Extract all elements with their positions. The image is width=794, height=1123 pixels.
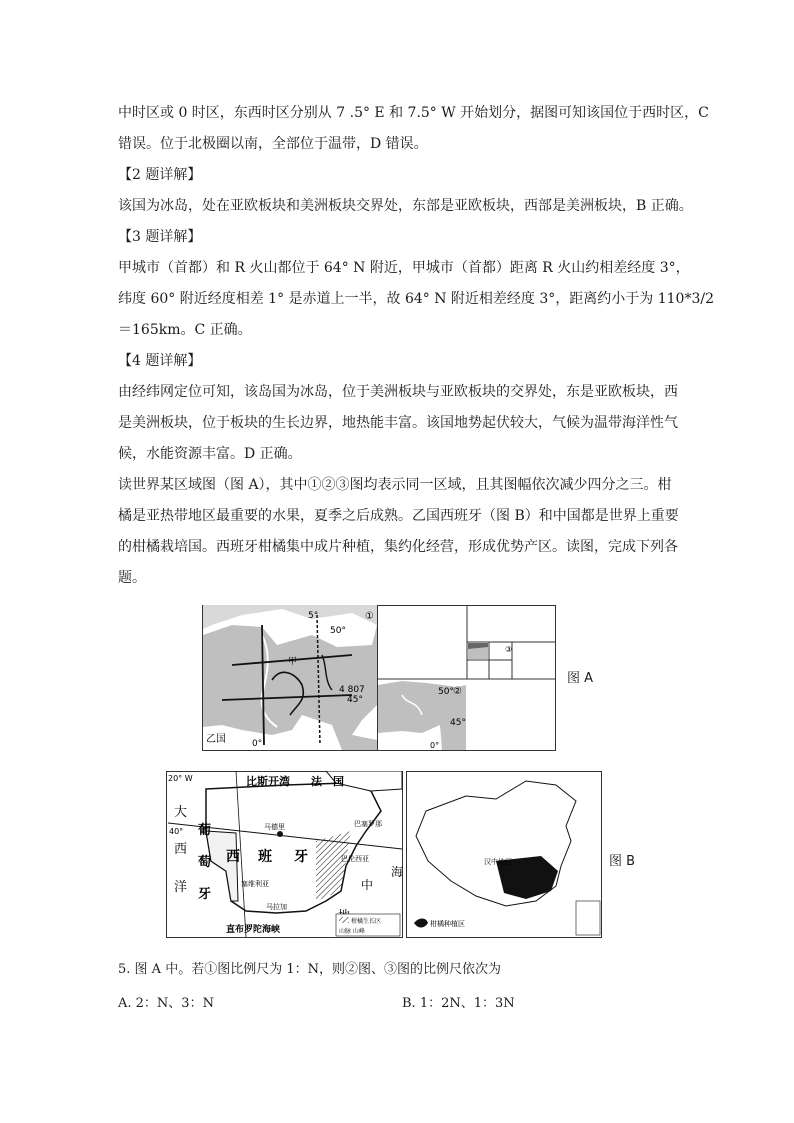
lon-5-label: 5° (308, 611, 319, 621)
panel-2-marker: ② (453, 686, 462, 697)
section-heading: 【3 题详解】 (118, 229, 202, 245)
text-line: 题。 (118, 570, 146, 586)
text-line: 该国为冰岛，处在亚欧板块和美洲板块交界处，东部是亚欧板块，西部是美洲板块，B 正确。 (118, 198, 693, 214)
elevation-label: 4 807 (339, 685, 365, 695)
legend-mountain: 山脉 山峰 (339, 928, 365, 935)
body-text (118, 98, 714, 594)
country-yi: 乙国 (206, 734, 226, 745)
atlantic-1: 大 (174, 805, 188, 820)
madrid-label: 马德里 (264, 823, 285, 831)
figure-b-label: 图 B (609, 854, 636, 869)
panel-3-marker: ③ (505, 645, 513, 654)
portugal-3: 牙 (198, 887, 212, 902)
lat-45-label: 45° (347, 695, 363, 705)
panel-1-marker: ① (365, 611, 374, 622)
text-line: 的柑橘栽培国。西班牙柑橘集中成片种植，集约化经营，形成优势产区。读图，完成下列各 (118, 539, 678, 555)
china-legend-label: 柑橘种植区 (430, 920, 465, 928)
lon-0-label: 0° (252, 739, 263, 749)
med-2: 海 (391, 865, 404, 879)
section-heading: 【4 题详解】 (118, 353, 202, 369)
text-line: 是美洲板块，位于板块的生长边界，地热能丰富。该国地势起伏较大，气候为温带海洋性气 (118, 415, 678, 431)
lat-40-label: 40° (169, 827, 184, 836)
text-line: 由经纬网定位可知，该岛国为冰岛，位于美洲板块与亚欧板块的交界处，东是亚欧板块，西 (118, 384, 678, 400)
section-heading: 【2 题详解】 (118, 167, 202, 183)
spain-3: 牙 (294, 849, 308, 865)
legend-citrus: 柑橘生长区 (351, 918, 382, 925)
figure-a-map (202, 605, 557, 751)
small-lat-50: 50° (438, 687, 454, 697)
atlantic-3: 洋 (174, 880, 188, 895)
malaga-label: 马拉加 (266, 903, 287, 911)
valencia-label: 巴伦西亚 (341, 855, 369, 863)
lon-20w-label: 20° W (168, 774, 193, 783)
small-lat-45: 45° (450, 718, 466, 728)
figure-a-label: 图 A (567, 671, 594, 686)
small-lon-0: 0° (430, 741, 440, 750)
strait-label: 直布罗陀海峡 (226, 925, 281, 935)
lat-50-label: 50° (330, 626, 346, 636)
spain-1: 西 (226, 849, 240, 865)
barcelona-label: 巴塞罗那 (354, 820, 382, 828)
text-line: 甲城市（首都）和 R 火山都位于 64° N 附近，甲城市（首都）距离 R 火山约相差经度 3°， (118, 260, 690, 276)
france-label: 法 国 (311, 775, 344, 788)
text-line: 候，水能资源丰富。D 正确。 (118, 446, 302, 462)
portugal-1: 葡 (198, 823, 212, 838)
option-b[interactable]: B. 1：2N、1：3N (402, 996, 515, 1011)
text-line: 错误。位于北极圈以南，全部位于温带，D 错误。 (118, 136, 428, 152)
med-1: 中 (361, 878, 374, 892)
city-jia: 甲 (288, 657, 298, 667)
text-line: 读世界某区域图（图 A），其中①②③图均表示同一区域，且其图幅依次减少四分之三。柑 (118, 477, 672, 493)
atlantic-2: 西 (174, 842, 188, 857)
option-a[interactable]: A. 2：N、3：N (118, 996, 214, 1011)
madrid-dot (277, 831, 283, 837)
text-line: 纬度 60° 附近经度相差 1° 是赤道上一半，故 64° N 附近相差经度 3°，距离约小于为 110*3/2 (118, 291, 714, 307)
figure-b-map (166, 771, 606, 941)
text-line: 橘是亚热带地区最重要的水果，夏季之后成熟。乙国西班牙（图 B）和中国都是世界上重要 (118, 508, 679, 524)
seville-label: 塞维利亚 (241, 880, 269, 888)
hanzhong-label: 汉中地区 (484, 858, 512, 866)
text-line: ＝165km。C 正确。 (118, 322, 252, 338)
text-line: 中时区或 0 时区，东西时区分别从 7 .5° E 和 7.5° W 开始划分，据图可知该国位于西时区，C (118, 105, 709, 121)
portugal-2: 萄 (198, 855, 212, 870)
question-stem: 5. 图 A 中。若①图比例尺为 1：N，则②图、③图的比例尺依次为 (118, 962, 501, 977)
spain-2: 班 (258, 849, 272, 865)
bay-label: 比斯开湾 (246, 775, 290, 788)
